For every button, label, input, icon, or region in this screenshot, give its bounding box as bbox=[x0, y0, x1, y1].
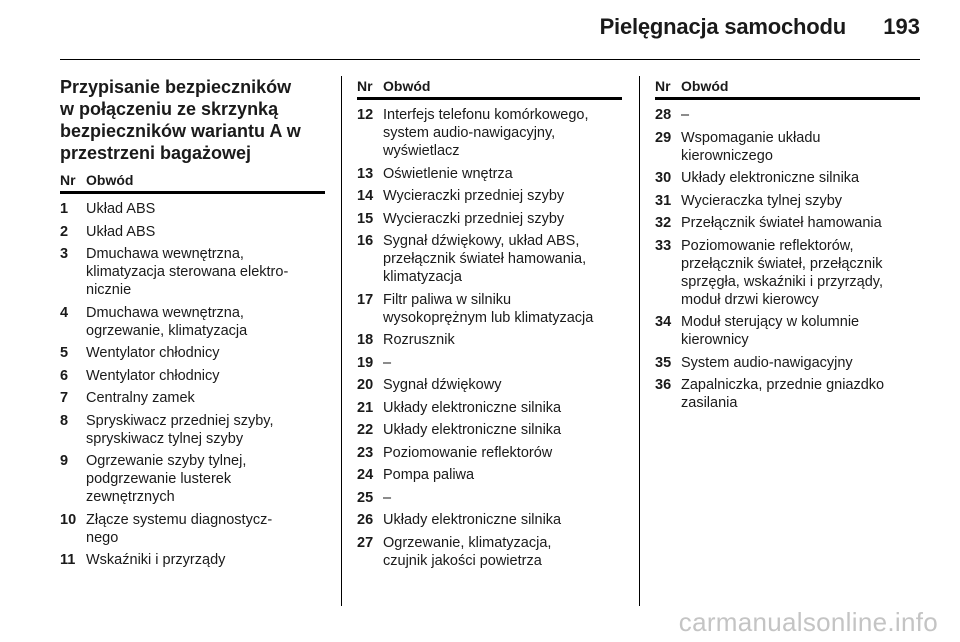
fuse-number: 4 bbox=[60, 304, 69, 321]
fuse-circuit-line: Układy elektroniczne silnika bbox=[383, 512, 562, 528]
fuse-number: 20 bbox=[357, 377, 374, 393]
fuse-circuit-line: Ogrzewanie, klimatyzacja, bbox=[383, 534, 552, 551]
fuse-circuit bbox=[681, 214, 920, 232]
table-header bbox=[655, 76, 920, 100]
fuse-circuit-line: czujnik jakości powietrza bbox=[383, 552, 542, 569]
fuse-row bbox=[60, 452, 325, 506]
fuse-row bbox=[655, 192, 920, 210]
section-title bbox=[60, 76, 325, 164]
fuse-circuit bbox=[681, 129, 920, 165]
fuse-circuit-line: klimatyzacja bbox=[383, 269, 462, 285]
fuse-circuit-line: Układy elektroniczne silnika bbox=[383, 422, 562, 438]
fuse-circuit-line: Układ ABS bbox=[86, 223, 156, 240]
fuse-circuit-line: Filtr paliwa w silniku bbox=[383, 291, 512, 308]
fuse-row bbox=[357, 187, 622, 205]
fuse-number: 2 bbox=[60, 223, 69, 240]
fuse-circuit bbox=[383, 165, 622, 183]
fuse-row bbox=[60, 367, 325, 385]
fuse-circuit-line: Oświetlenie wnętrza bbox=[383, 165, 513, 182]
fuse-row bbox=[60, 344, 325, 362]
fuse-row bbox=[655, 354, 920, 372]
fuse-circuit-line: Wycieraczka tylnej szyby bbox=[681, 192, 843, 209]
fuse-circuit bbox=[681, 106, 920, 124]
fuse-circuit bbox=[681, 192, 920, 210]
fuse-number: 12 bbox=[357, 107, 374, 123]
fuse-circuit-line: – bbox=[681, 107, 690, 123]
fuse-row bbox=[357, 291, 622, 327]
section-title-line: przestrzeni bagażowej bbox=[60, 143, 252, 163]
fuse-list bbox=[655, 106, 920, 412]
fuse-row bbox=[357, 210, 622, 228]
fuse-number: 35 bbox=[655, 354, 672, 371]
table-header-circuit: Obwód bbox=[383, 78, 431, 94]
fuse-number: 9 bbox=[60, 453, 69, 469]
fuse-number: 34 bbox=[655, 314, 672, 330]
fuse-circuit bbox=[86, 344, 325, 362]
fuse-row bbox=[357, 354, 622, 372]
fuse-circuit-line: spryskiwacz tylnej szyby bbox=[86, 430, 244, 447]
column-3 bbox=[655, 76, 920, 417]
fuse-circuit-line: zasilania bbox=[681, 395, 738, 411]
fuse-row bbox=[357, 534, 622, 570]
fuse-number: 10 bbox=[60, 511, 77, 528]
fuse-circuit-line: Wentylator chłodnicy bbox=[86, 367, 220, 384]
fuse-circuit-line: podgrzewanie lusterek bbox=[86, 471, 232, 487]
fuse-circuit-line: Wentylator chłodnicy bbox=[86, 345, 220, 361]
fuse-row bbox=[655, 214, 920, 232]
fuse-circuit-line: zewnętrznych bbox=[86, 489, 175, 505]
table-header bbox=[60, 170, 325, 194]
fuse-circuit bbox=[86, 367, 325, 385]
fuse-circuit-line: wysokoprężnym lub klimatyzacja bbox=[383, 309, 594, 326]
fuse-number: 17 bbox=[357, 291, 374, 308]
table-header bbox=[357, 76, 622, 100]
fuse-circuit bbox=[86, 412, 325, 448]
fuse-number: 14 bbox=[357, 188, 374, 204]
fuse-number: 29 bbox=[655, 129, 672, 146]
fuse-number: 15 bbox=[357, 210, 374, 227]
table-header-nr: Nr bbox=[357, 78, 373, 94]
fuse-row bbox=[60, 223, 325, 241]
fuse-circuit-line: nicznie bbox=[86, 282, 132, 298]
fuse-number: 23 bbox=[357, 444, 374, 461]
fuse-row bbox=[60, 200, 325, 218]
fuse-circuit bbox=[681, 354, 920, 372]
fuse-row bbox=[655, 169, 920, 187]
fuse-circuit-line: nego bbox=[86, 529, 119, 546]
fuse-circuit bbox=[86, 389, 325, 407]
fuse-list bbox=[60, 200, 325, 569]
page-number: 193 bbox=[883, 14, 920, 39]
fuse-circuit-line: moduł drzwi kierowcy bbox=[681, 291, 819, 308]
fuse-circuit bbox=[681, 237, 920, 309]
fuse-circuit-line: Interfejs telefonu komórkowego, bbox=[383, 107, 589, 123]
section-title-line: w połączeniu ze skrzynką bbox=[60, 99, 279, 119]
fuse-number: 13 bbox=[357, 165, 374, 182]
fuse-circuit bbox=[383, 232, 622, 286]
fuse-circuit-line: Złącze systemu diagnostycz- bbox=[86, 511, 273, 528]
fuse-circuit-line: Układy elektroniczne silnika bbox=[681, 170, 860, 186]
fuse-row bbox=[60, 304, 325, 340]
fuse-circuit bbox=[383, 511, 622, 529]
fuse-number: 31 bbox=[655, 192, 672, 209]
fuse-row bbox=[60, 245, 325, 299]
fuse-circuit-line: przełącznik świateł, przełącznik bbox=[681, 255, 883, 272]
fuse-circuit-line: Moduł sterujący w kolumnie bbox=[681, 314, 860, 330]
fuse-number: 11 bbox=[60, 552, 76, 568]
fuse-number: 27 bbox=[357, 534, 374, 551]
fuse-circuit bbox=[383, 291, 622, 327]
fuse-number: 30 bbox=[655, 170, 672, 186]
fuse-circuit-line: przełącznik świateł hamowania, bbox=[383, 251, 587, 267]
fuse-row bbox=[357, 376, 622, 394]
column-1 bbox=[60, 76, 325, 574]
fuse-circuit-line: – bbox=[383, 354, 392, 371]
fuse-row bbox=[655, 106, 920, 124]
fuse-number: 16 bbox=[357, 233, 374, 249]
fuse-circuit-line: system audio-nawigacyjny, bbox=[383, 125, 556, 141]
fuse-number: 32 bbox=[655, 215, 672, 231]
table-header-circuit: Obwód bbox=[681, 78, 729, 94]
fuse-circuit bbox=[383, 444, 622, 462]
fuse-number: 21 bbox=[357, 399, 374, 416]
fuse-circuit-line: Centralny zamek bbox=[86, 390, 195, 406]
fuse-circuit-line: Wspomaganie układu bbox=[681, 129, 821, 146]
fuse-circuit-line: ogrzewanie, klimatyzacja bbox=[86, 322, 248, 339]
fuse-circuit-line: Poziomowanie reflektorów bbox=[383, 444, 553, 461]
column-divider bbox=[639, 76, 640, 606]
fuse-circuit-line: Ogrzewanie szyby tylnej, bbox=[86, 453, 247, 469]
fuse-circuit-line: Dmuchawa wewnętrzna, bbox=[86, 304, 244, 321]
fuse-circuit-line: wyświetlacz bbox=[383, 143, 460, 159]
fuse-circuit-line: Układ ABS bbox=[86, 201, 156, 217]
fuse-circuit-line: Pompa paliwa bbox=[383, 467, 475, 483]
table-header-nr: Nr bbox=[60, 172, 76, 188]
fuse-number: 5 bbox=[60, 345, 69, 361]
fuse-list bbox=[357, 106, 622, 570]
fuse-circuit bbox=[383, 354, 622, 372]
fuse-circuit-line: Wskaźniki i przyrządy bbox=[86, 552, 226, 568]
fuse-circuit bbox=[383, 421, 622, 439]
fuse-circuit bbox=[383, 534, 622, 570]
fuse-row bbox=[357, 232, 622, 286]
fuse-row bbox=[357, 421, 622, 439]
fuse-row bbox=[357, 399, 622, 417]
fuse-number: 6 bbox=[60, 367, 69, 384]
fuse-circuit-line: kierowniczego bbox=[681, 147, 773, 164]
fuse-circuit-line: Wycieraczki przedniej szyby bbox=[383, 210, 565, 227]
fuse-circuit bbox=[86, 223, 325, 241]
fuse-circuit bbox=[383, 399, 622, 417]
fuse-circuit-line: Zapalniczka, przednie gniazdko bbox=[681, 377, 885, 393]
fuse-circuit-line: Wycieraczki przedniej szyby bbox=[383, 188, 565, 204]
fuse-circuit bbox=[383, 331, 622, 349]
section-title-line: bezpieczników wariantu A w bbox=[60, 121, 301, 141]
fuse-row bbox=[357, 165, 622, 183]
fuse-circuit-line: Sygnał dźwiękowy, układ ABS, bbox=[383, 233, 580, 249]
fuse-circuit-line: kierownicy bbox=[681, 332, 749, 348]
fuse-row bbox=[60, 511, 325, 547]
fuse-circuit-line: Rozrusznik bbox=[383, 332, 455, 348]
fuse-row bbox=[357, 331, 622, 349]
fuse-circuit bbox=[383, 489, 622, 507]
fuse-circuit-line: sprzęgła, wskaźniki i przyrządy, bbox=[681, 273, 883, 290]
fuse-number: 1 bbox=[60, 201, 69, 217]
fuse-row bbox=[357, 489, 622, 507]
fuse-circuit bbox=[383, 187, 622, 205]
fuse-circuit bbox=[86, 200, 325, 218]
fuse-row bbox=[60, 551, 325, 569]
fuse-circuit bbox=[383, 376, 622, 394]
fuse-number: 24 bbox=[357, 467, 374, 483]
fuse-circuit-line: Poziomowanie reflektorów, bbox=[681, 237, 854, 254]
fuse-number: 8 bbox=[60, 412, 69, 429]
fuse-circuit-line: Sygnał dźwiękowy bbox=[383, 377, 502, 393]
table-header-nr: Nr bbox=[655, 78, 671, 94]
fuse-number: 36 bbox=[655, 377, 672, 393]
fuse-circuit bbox=[86, 245, 325, 299]
fuse-circuit bbox=[383, 106, 622, 160]
fuse-row bbox=[357, 511, 622, 529]
fuse-circuit bbox=[681, 376, 920, 412]
page-header bbox=[60, 0, 920, 60]
fuse-number: 7 bbox=[60, 390, 69, 406]
fuse-circuit-line: System audio-nawigacyjny bbox=[681, 354, 853, 371]
fuse-circuit bbox=[681, 313, 920, 349]
fuse-circuit-line: Dmuchawa wewnętrzna, bbox=[86, 246, 244, 262]
header-title: Pielęgnacja samochodu bbox=[599, 14, 846, 39]
fuse-number: 33 bbox=[655, 237, 672, 254]
fuse-row bbox=[655, 129, 920, 165]
fuse-number: 18 bbox=[357, 332, 374, 348]
fuse-row bbox=[357, 106, 622, 160]
fuse-circuit-line: Układy elektroniczne silnika bbox=[383, 399, 562, 416]
fuse-circuit-line: Spryskiwacz przedniej szyby, bbox=[86, 412, 274, 429]
fuse-row bbox=[357, 444, 622, 462]
fuse-number: 26 bbox=[357, 512, 374, 528]
fuse-number: 22 bbox=[357, 422, 374, 438]
fuse-circuit-line: – bbox=[383, 489, 392, 506]
fuse-row bbox=[655, 237, 920, 309]
fuse-circuit bbox=[383, 466, 622, 484]
fuse-number: 25 bbox=[357, 489, 374, 506]
fuse-row bbox=[357, 466, 622, 484]
section-title-line: Przypisanie bezpieczników bbox=[60, 77, 292, 97]
fuse-number: 3 bbox=[60, 246, 69, 262]
fuse-row bbox=[655, 376, 920, 412]
fuse-row bbox=[655, 313, 920, 349]
fuse-circuit bbox=[86, 551, 325, 569]
fuse-row bbox=[60, 389, 325, 407]
fuse-row bbox=[60, 412, 325, 448]
watermark: carmanualsonline.info bbox=[678, 607, 938, 637]
fuse-circuit bbox=[681, 169, 920, 187]
fuse-circuit-line: klimatyzacja sterowana elektro- bbox=[86, 264, 289, 280]
column-divider bbox=[341, 76, 342, 606]
fuse-circuit bbox=[86, 452, 325, 506]
fuse-circuit bbox=[86, 511, 325, 547]
fuse-circuit-line: Przełącznik świateł hamowania bbox=[681, 215, 882, 231]
fuse-circuit bbox=[86, 304, 325, 340]
fuse-number: 19 bbox=[357, 354, 374, 371]
table-header-circuit: Obwód bbox=[86, 172, 134, 188]
fuse-circuit bbox=[383, 210, 622, 228]
fuse-number: 28 bbox=[655, 107, 672, 123]
column-2 bbox=[357, 76, 622, 574]
